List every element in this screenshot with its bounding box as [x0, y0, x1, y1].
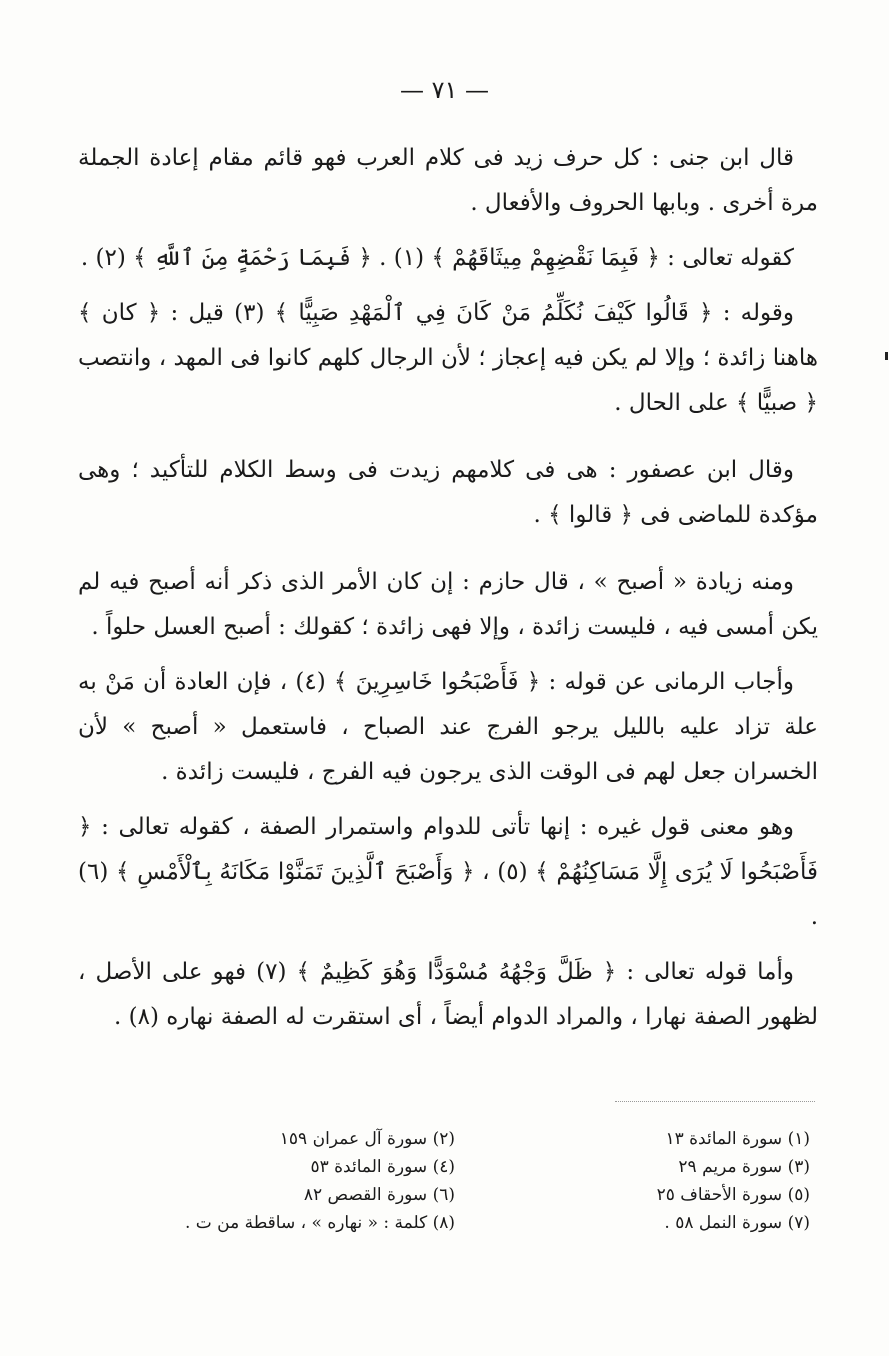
main-text [78, 136, 818, 1050]
paragraph-zalla: وأما قوله تعالى : ﴿ ظَلَّ وَجْهُهُ مُسْوَدًّا وَهُوَ كَظِيمٌ ﴾ (٧) فهو على الأصل ، لظهور الصفة نهارا ، والمراد الدوام أيضاً ، أى استقرت له الصفة نهاره (٨) . [78, 959, 818, 1030]
paragraph-kana-zaida: وقوله : ﴿ قَالُوا كَيْفَ نُكَلِّمُ مَنْ كَانَ فِي ٱلْمَهْدِ صَبِيًّا ﴾ (٣) قيل : ﴿ كان ﴾ هاهنا زائدة ؛ وإلا لم يكن فيه إعجاز ؛ لأن الرجال كلهم كانوا فى المهد ، وانتصب ﴿ صبيًّا ﴾ على الحال . [78, 300, 818, 416]
footnote-2: (٢) سورة آل عمران ١٥٩ [279, 1129, 455, 1149]
footnote-8: (٨) كلمة : « نهاره » ، ساقطة من ت . [184, 1213, 455, 1233]
paragraph-ibn-jinni: قال ابن جنى : كل حرف زيد فى كلام العرب فهو قائم مقام إعادة الجملة مرة أخرى . وبابها الحروف والأفعال . [78, 145, 818, 216]
footnote-3: (٣) سورة مريم ٢٩ [678, 1157, 810, 1177]
paragraph-dawam: وهو معنى قول غيره : إنها تأتى للدوام واستمرار الصفة ، كقوله تعالى : ﴿ فَأَصْبَحُوا لَا يُرَى إِلَّا مَسَاكِنُهُمْ ﴾ (٥) ، ﴿ وَأَصْبَحَ ٱلَّذِينَ تَمَنَّوْا مَكَانَهُ بِٱلْأَمْسِ ﴾ (٦) . [78, 814, 818, 930]
footnote-7: (٧) سورة النمل ٥٨ . [664, 1213, 810, 1233]
paragraph-rummani: وأجاب الرمانى عن قوله : ﴿ فَأَصْبَحُوا خَاسِرِينَ ﴾ (٤) ، فإن العادة أن مَنْ به علة تزاد عليه بالليل يرجو الفرج عند الصباح ، فاستعمل « أصبح » لأن الخسران جعل لهم فى الوقت الذى يرجون فيه الفرج ، فليست زائدة . [78, 669, 818, 785]
footnote-divider [615, 1101, 815, 1102]
scan-edge-mark [885, 352, 888, 360]
footnote-5: (٥) سورة الأحقاف ٢٥ [656, 1185, 810, 1205]
footnote-6: (٦) سورة القصص ٨٢ [303, 1185, 455, 1205]
paragraph-asbaha-hazim: ومنه زيادة « أصبح » ، قال حازم : إن كان الأمر الذى ذكر أنه أصبح فيه لم يكن أمسى فيه ، فليست زائدة ، وإلا فهى زائدة ؛ كقولك : أصبح العسل حلواً . [78, 569, 818, 640]
paragraph-examples-fabima: كقوله تعالى : ﴿ فَبِمَا نَقْضِهِمْ مِيثَاقَهُمْ ﴾ (١) . ﴿ فَبِمَا رَحْمَةٍ مِنَ ٱللَّهِ ﴾ (٢) . [80, 245, 794, 271]
page-number: — ٧١ — [399, 76, 490, 104]
paragraph-ibn-usfur: وقال ابن عصفور : هى فى كلامهم زيدت فى وسط الكلام للتأكيد ؛ وهى مؤكدة للماضى فى ﴿ قالوا ﴾ . [78, 457, 818, 528]
footnotes [100, 1127, 810, 1235]
footnote-1: (١) سورة المائدة ١٣ [665, 1129, 810, 1149]
footnote-4: (٤) سورة المائدة ٥٣ [310, 1157, 455, 1177]
